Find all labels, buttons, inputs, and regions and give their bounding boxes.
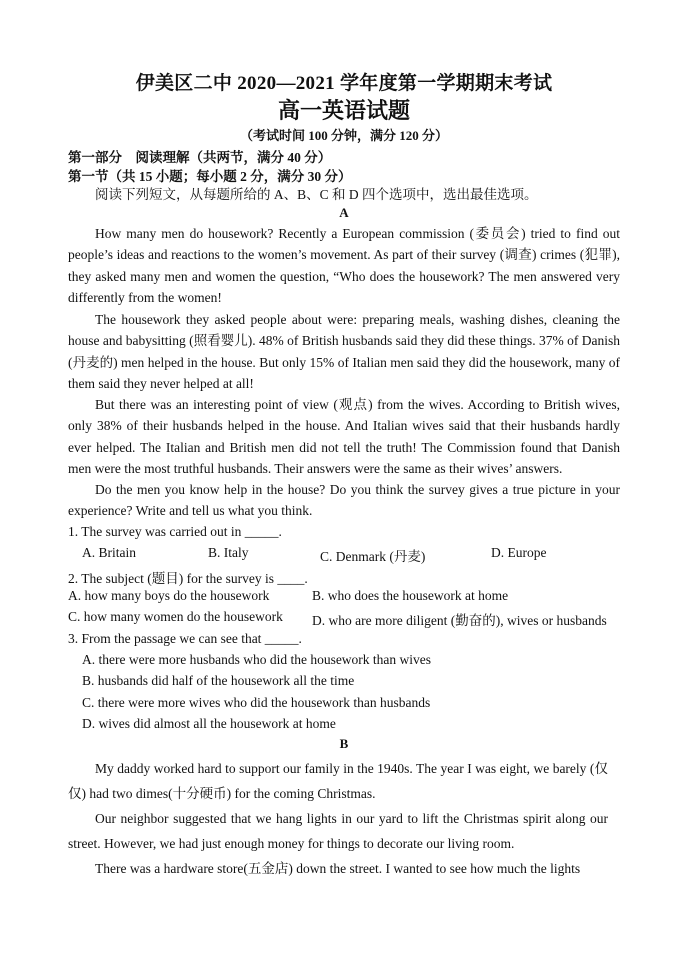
question-2-option-b: B. who does the housework at home — [312, 588, 509, 603]
exam-subtitle: 高一英语试题 — [277, 98, 410, 123]
question-3-option-d: D. wives did almost all the housework at home — [82, 716, 336, 731]
question-3-option-b: B. husbands did half of the housework all the time — [82, 673, 355, 688]
question-2: 2. The subject (题目) for the survey is ____. — [68, 571, 308, 586]
question-1-option-b: B. Italy — [208, 545, 249, 560]
passage-b-paragraph-3: There was a hardware store(五金店) down the street. I wanted to see how much the lights — [95, 861, 581, 876]
passage-a-letter: A — [339, 205, 349, 220]
question-3-option-a: A. there were more husbands who did the housework than wives — [82, 652, 432, 667]
question-2-option-d: D. who are more diligent (勤奋的), wives or husbands — [312, 613, 607, 628]
question-2-option-a: A. how many boys do the housework — [68, 588, 270, 603]
question-1-option-a: A. Britain — [82, 545, 136, 560]
passage-a-paragraph-2: The housework they asked people about were: preparing meals, washing dishes, cleaning the house and babysitting (照看婴儿). 48% of British husbands said they did these things. 37% of Danish (丹麦的) men helped in the house. But only 15% of Italian men said they did the housework, many of them said they never helped at all! — [68, 312, 620, 392]
instruction-text: 阅读下列短文，从每题所给的 A、B、C 和 D 四个选项中，选出最佳选项。 — [95, 187, 538, 202]
passage-b-paragraph-2: Our neighbor suggested that we hang lights in our yard to lift the Christmas spirit along our street. However, we had just enough money for things to decorate our living room. — [68, 811, 608, 851]
passage-b-letter: B — [339, 736, 349, 751]
passage-a-paragraph-4: Do the men you know help in the house? Do you think the survey gives a true picture in your experience? Write and tell us what you think. — [68, 482, 620, 519]
question-3-option-c: C. there were more wives who did the housework than husbands — [82, 695, 431, 710]
question-1-option-c: C. Denmark (丹麦) — [320, 549, 426, 564]
passage-a-paragraph-1: How many men do housework? Recently a European commission (委员会) tried to find out people’s ideas and reactions to the women’s movement. As part of their survey (调查) crimes (犯罪), they asked many men and women the question, “Who does the housework? The men answered very differently from the women! — [68, 226, 620, 306]
question-1: 1. The survey was carried out in _____. — [68, 524, 282, 539]
passage-a-paragraph-3: But there was an interesting point of view (观点) from the wives. According to British wives, only 38% of their husbands helped in the house. And Italian wives said that their husbands hardly ever helped. The Italian and British men did not tell the truth! The Commission found that Danish men were the most truthful husbands. Their answers were the same as their wives’ answers. — [68, 397, 620, 477]
exam-info: （考试时间 100 分钟，满分 120 分） — [239, 128, 448, 143]
question-1-option-d: D. Europe — [491, 545, 547, 560]
passage-b-paragraph-1: My daddy worked hard to support our family in the 1940s. The year I was eight, we barely (仅仅) had two dimes(十分硬币) for the coming Christmas. — [68, 761, 608, 801]
part1-heading: 第一部分 阅读理解（共两节，满分 40 分） — [68, 150, 332, 165]
section1-heading: 第一节（共 15 小题；每小题 2 分，满分 30 分） — [68, 169, 352, 184]
question-3: 3. From the passage we can see that _____. — [68, 631, 302, 646]
exam-title: 伊美区二中 2020—2021 学年度第一学期期末考试 — [135, 73, 553, 94]
question-2-option-c: C. how many women do the housework — [68, 609, 283, 624]
